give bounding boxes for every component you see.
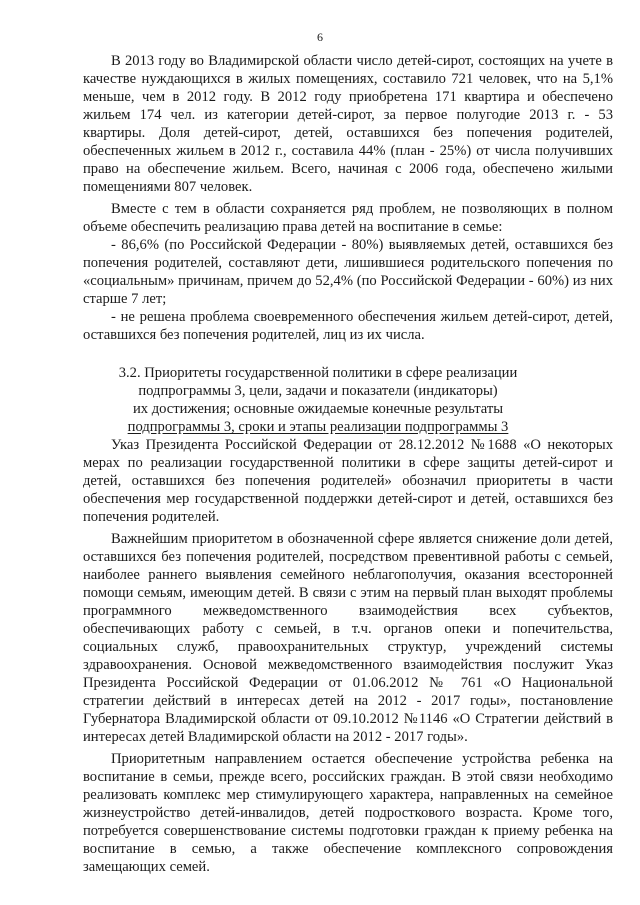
paragraph-presidential-decree: Указ Президента Российской Федерации от 28.12.2012 №1688 «О некоторых мерах по реализации государственной политики в сфере защиты детей-сирот и детей, оставшихся без попечения родителей» обозначил приоритеты в части обеспечения мер государственной поддержки детей-сирот и детей, оставшихся без попечения родителей. — [83, 437, 613, 525]
paragraph-housing-statistics: В 2013 году во Владимирской области число детей-сирот, состоящих на учете в качестве нуждающихся в жилых помещениях, составило 721 человек, что на 5,1% меньше, чем в 2012 году. В 2012 году приобретена 171 квартира и обеспечено жильем 174 чел. из категории детей-сирот, за первое полугодие 2013 г. - 53 квартиры. Доля детей-сирот, детей, оставшихся без попечения родителей, обеспеченных жильем в 2012 г., составила 44% (план - 25%) от числа получивших право на обеспечение жильем. Всего, начиная с 2006 года, обеспечено жилыми помещениями 807 человек. — [83, 53, 613, 195]
paragraph-problem-housing: - не решена проблема своевременного обеспечения жильем детей-сирот, детей, оставшихся без попечения родителей, лиц из их числа. — [83, 309, 613, 343]
section-heading-line-2: подпрограммы 3, цели, задачи и показатели (индикаторы) — [138, 383, 498, 399]
section-heading-line-3: их достижения; основные ожидаемые конечные результаты — [132, 401, 504, 417]
section-heading-line-1: 3.2. Приоритеты государственной политики в сфере реализации — [118, 365, 518, 381]
page-number: 6 — [317, 30, 323, 44]
paragraph-problems-intro: Вместе с тем в области сохраняется ряд проблем, не позволяющих в полном объеме обеспечить реализацию права детей на воспитание в семье: — [83, 201, 613, 235]
section-heading — [83, 364, 613, 436]
section-heading-line-4: подпрограммы 3, сроки и этапы реализации подпрограммы 3 — [127, 419, 509, 435]
paragraph-problem-social-reasons: - 86,6% (по Российской Федерации - 80%) выявляемых детей, оставшихся без попечения родителей, составляют дети, лишившиеся родительского попечения по «социальным» причинам, причем до 52,4% (по Российской Федерации - 60%) из них старше 7 лет; — [83, 237, 613, 307]
paragraph-key-priority: Важнейшим приоритетом в обозначенной сфере является снижение доли детей, оставшихся без попечения родителей, посредством превентивной работы с семьей, наиболее раннего выявления семейного неблагополучия, оказания всесторонней помощи семьям, имеющим детей. В связи с этим на первый план выходят проблемы программного межведомственного взаимодействия всех субъектов, обеспечивающих работу с семьей, в т.ч. органов опеки и попечительства, социальных служб, правоохранительных структур, учреждений системы здравоохранения. Основой межведомственного взаимодействия послужит Указ Президента Российской Федерации от 01.06.2012 № 761 «О Национальной стратегии действий в интересах детей на 2012 - 2017 годы», постановление Губернатора Владимирской области от 09.10.2012 №1146 «О Стратегии действий в интересах детей Владимирской области на 2012 - 2017 годы». — [83, 531, 613, 745]
paragraph-priority-direction: Приоритетным направлением остается обеспечение устройства ребенка на воспитание в семьи, прежде всего, российских граждан. В этой связи необходимо реализовать комплекс мер стимулирующего характера, направленных на семейное жизнеустройство детей-инвалидов, детей подросткового возраста. Кроме того, потребуется совершенствование системы подготовки граждан к приему ребенка на воспитание в семью, а также обеспечение комплексного сопровождения замещающих семей. — [83, 751, 613, 875]
document-body — [83, 52, 613, 876]
